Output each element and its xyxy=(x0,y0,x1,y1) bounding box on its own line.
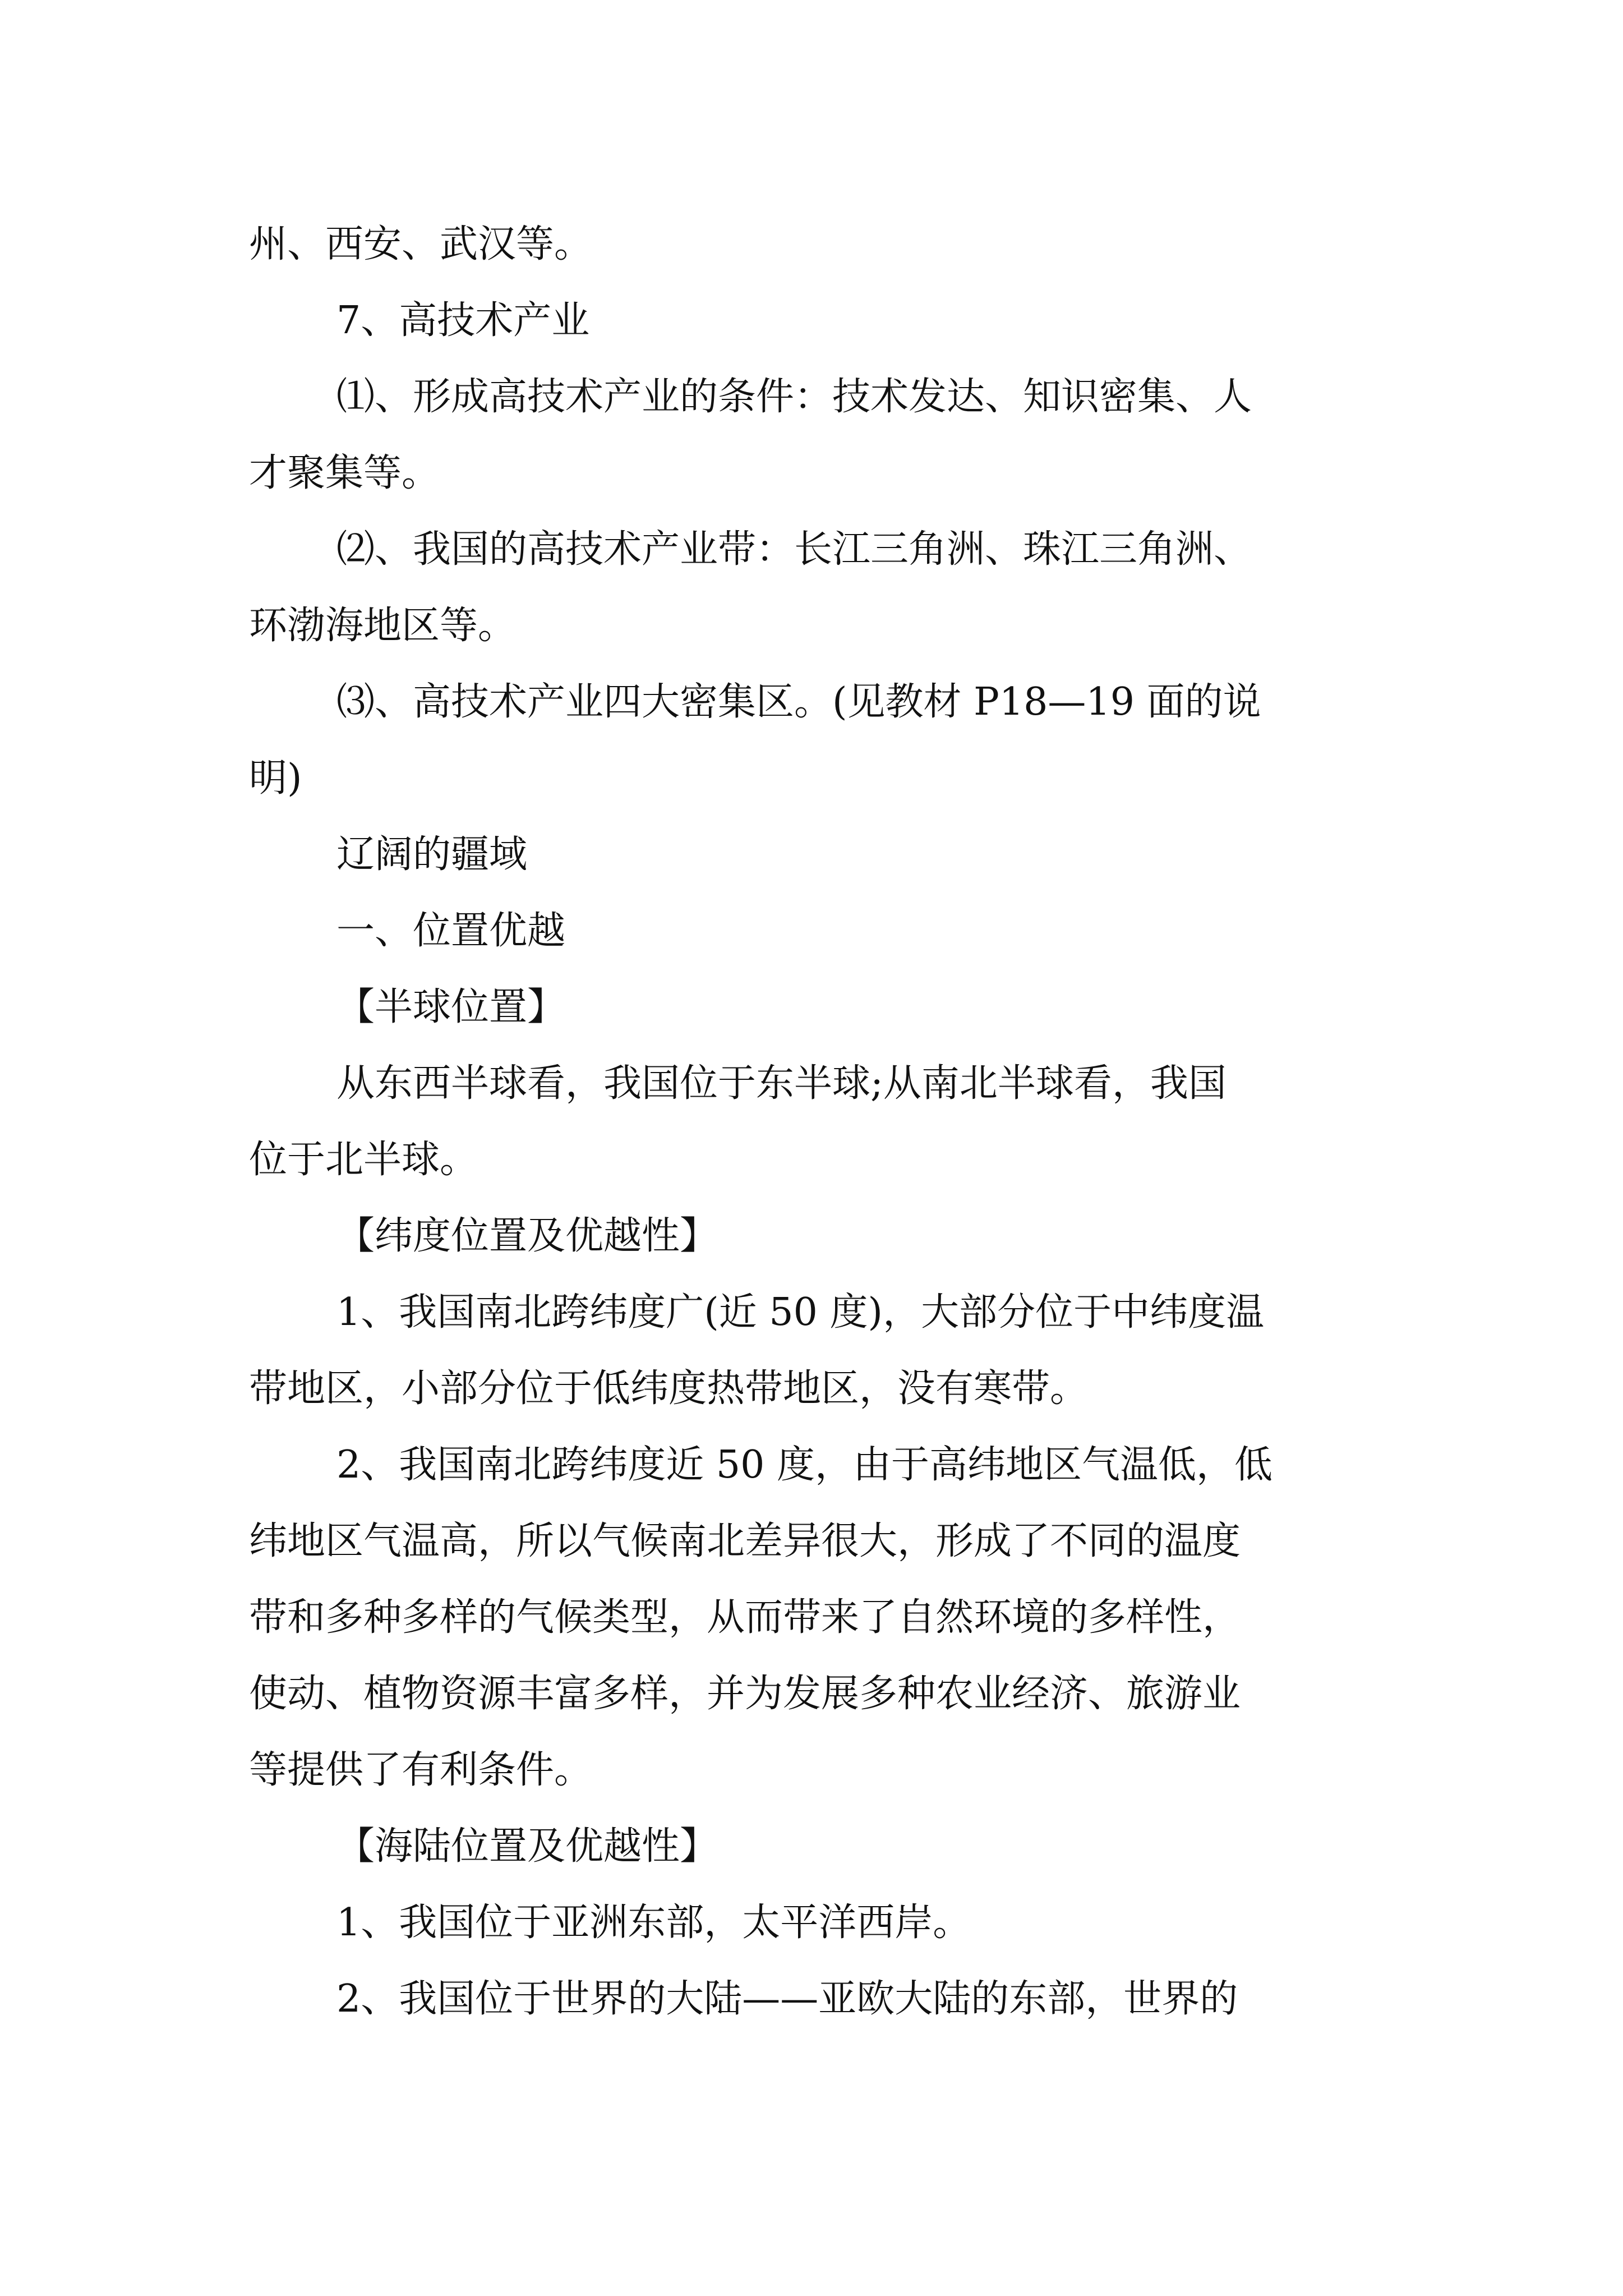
text-line: 州、西安、武汉等。 xyxy=(249,222,593,266)
text-line: ⑴、形成高技术产业的条件：技术发达、知识密集、人 xyxy=(336,375,1252,419)
text-line: 7、高技术产业 xyxy=(336,298,590,343)
text-line: 带地区，小部分位于低纬度热带地区，没有寒带。 xyxy=(249,1366,1089,1411)
text-line: 明) xyxy=(249,756,302,800)
text-line: 等提供了有利条件。 xyxy=(249,1748,593,1792)
text-line: 带和多种多样的气候类型，从而带来了自然环境的多样性， xyxy=(249,1595,1241,1640)
text-line: 才聚集等。 xyxy=(249,451,440,495)
section-heading: 辽阔的疆域 xyxy=(336,832,528,877)
text-line: 1、我国位于亚洲东部，太平洋西岸。 xyxy=(336,1901,971,1945)
text-line: 使动、植物资源丰富多样，并为发展多种农业经济、旅游业 xyxy=(249,1672,1241,1716)
text-line: 纬地区气温高，所以气候南北差异很大，形成了不同的温度 xyxy=(249,1519,1241,1563)
section-heading: 一、位置优越 xyxy=(336,909,566,953)
text-line: 从东西半球看，我国位于东半球;从南北半球看，我国 xyxy=(336,1061,1227,1106)
text-line: 位于北半球。 xyxy=(249,1138,478,1182)
subheading: 【纬度位置及优越性】 xyxy=(336,1214,718,1258)
text-line: 1、我国南北跨纬度广(近 50 度)，大部分位于中纬度温 xyxy=(336,1290,1265,1335)
subheading: 【海陆位置及优越性】 xyxy=(336,1824,718,1869)
text-line: 环渤海地区等。 xyxy=(249,604,517,648)
text-line: 2、我国南北跨纬度近 50 度，由于高纬地区气温低，低 xyxy=(336,1443,1273,1487)
text-line: ⑶、高技术产业四大密集区。(见教材 P18—19 面的说 xyxy=(336,680,1261,724)
text-line: 2、我国位于世界的大陆——亚欧大陆的东部，世界的 xyxy=(336,1977,1238,2021)
subheading: 【半球位置】 xyxy=(336,985,566,1029)
text-line: ⑵、我国的高技术产业带：长江三角洲、珠江三角洲、 xyxy=(336,527,1252,572)
